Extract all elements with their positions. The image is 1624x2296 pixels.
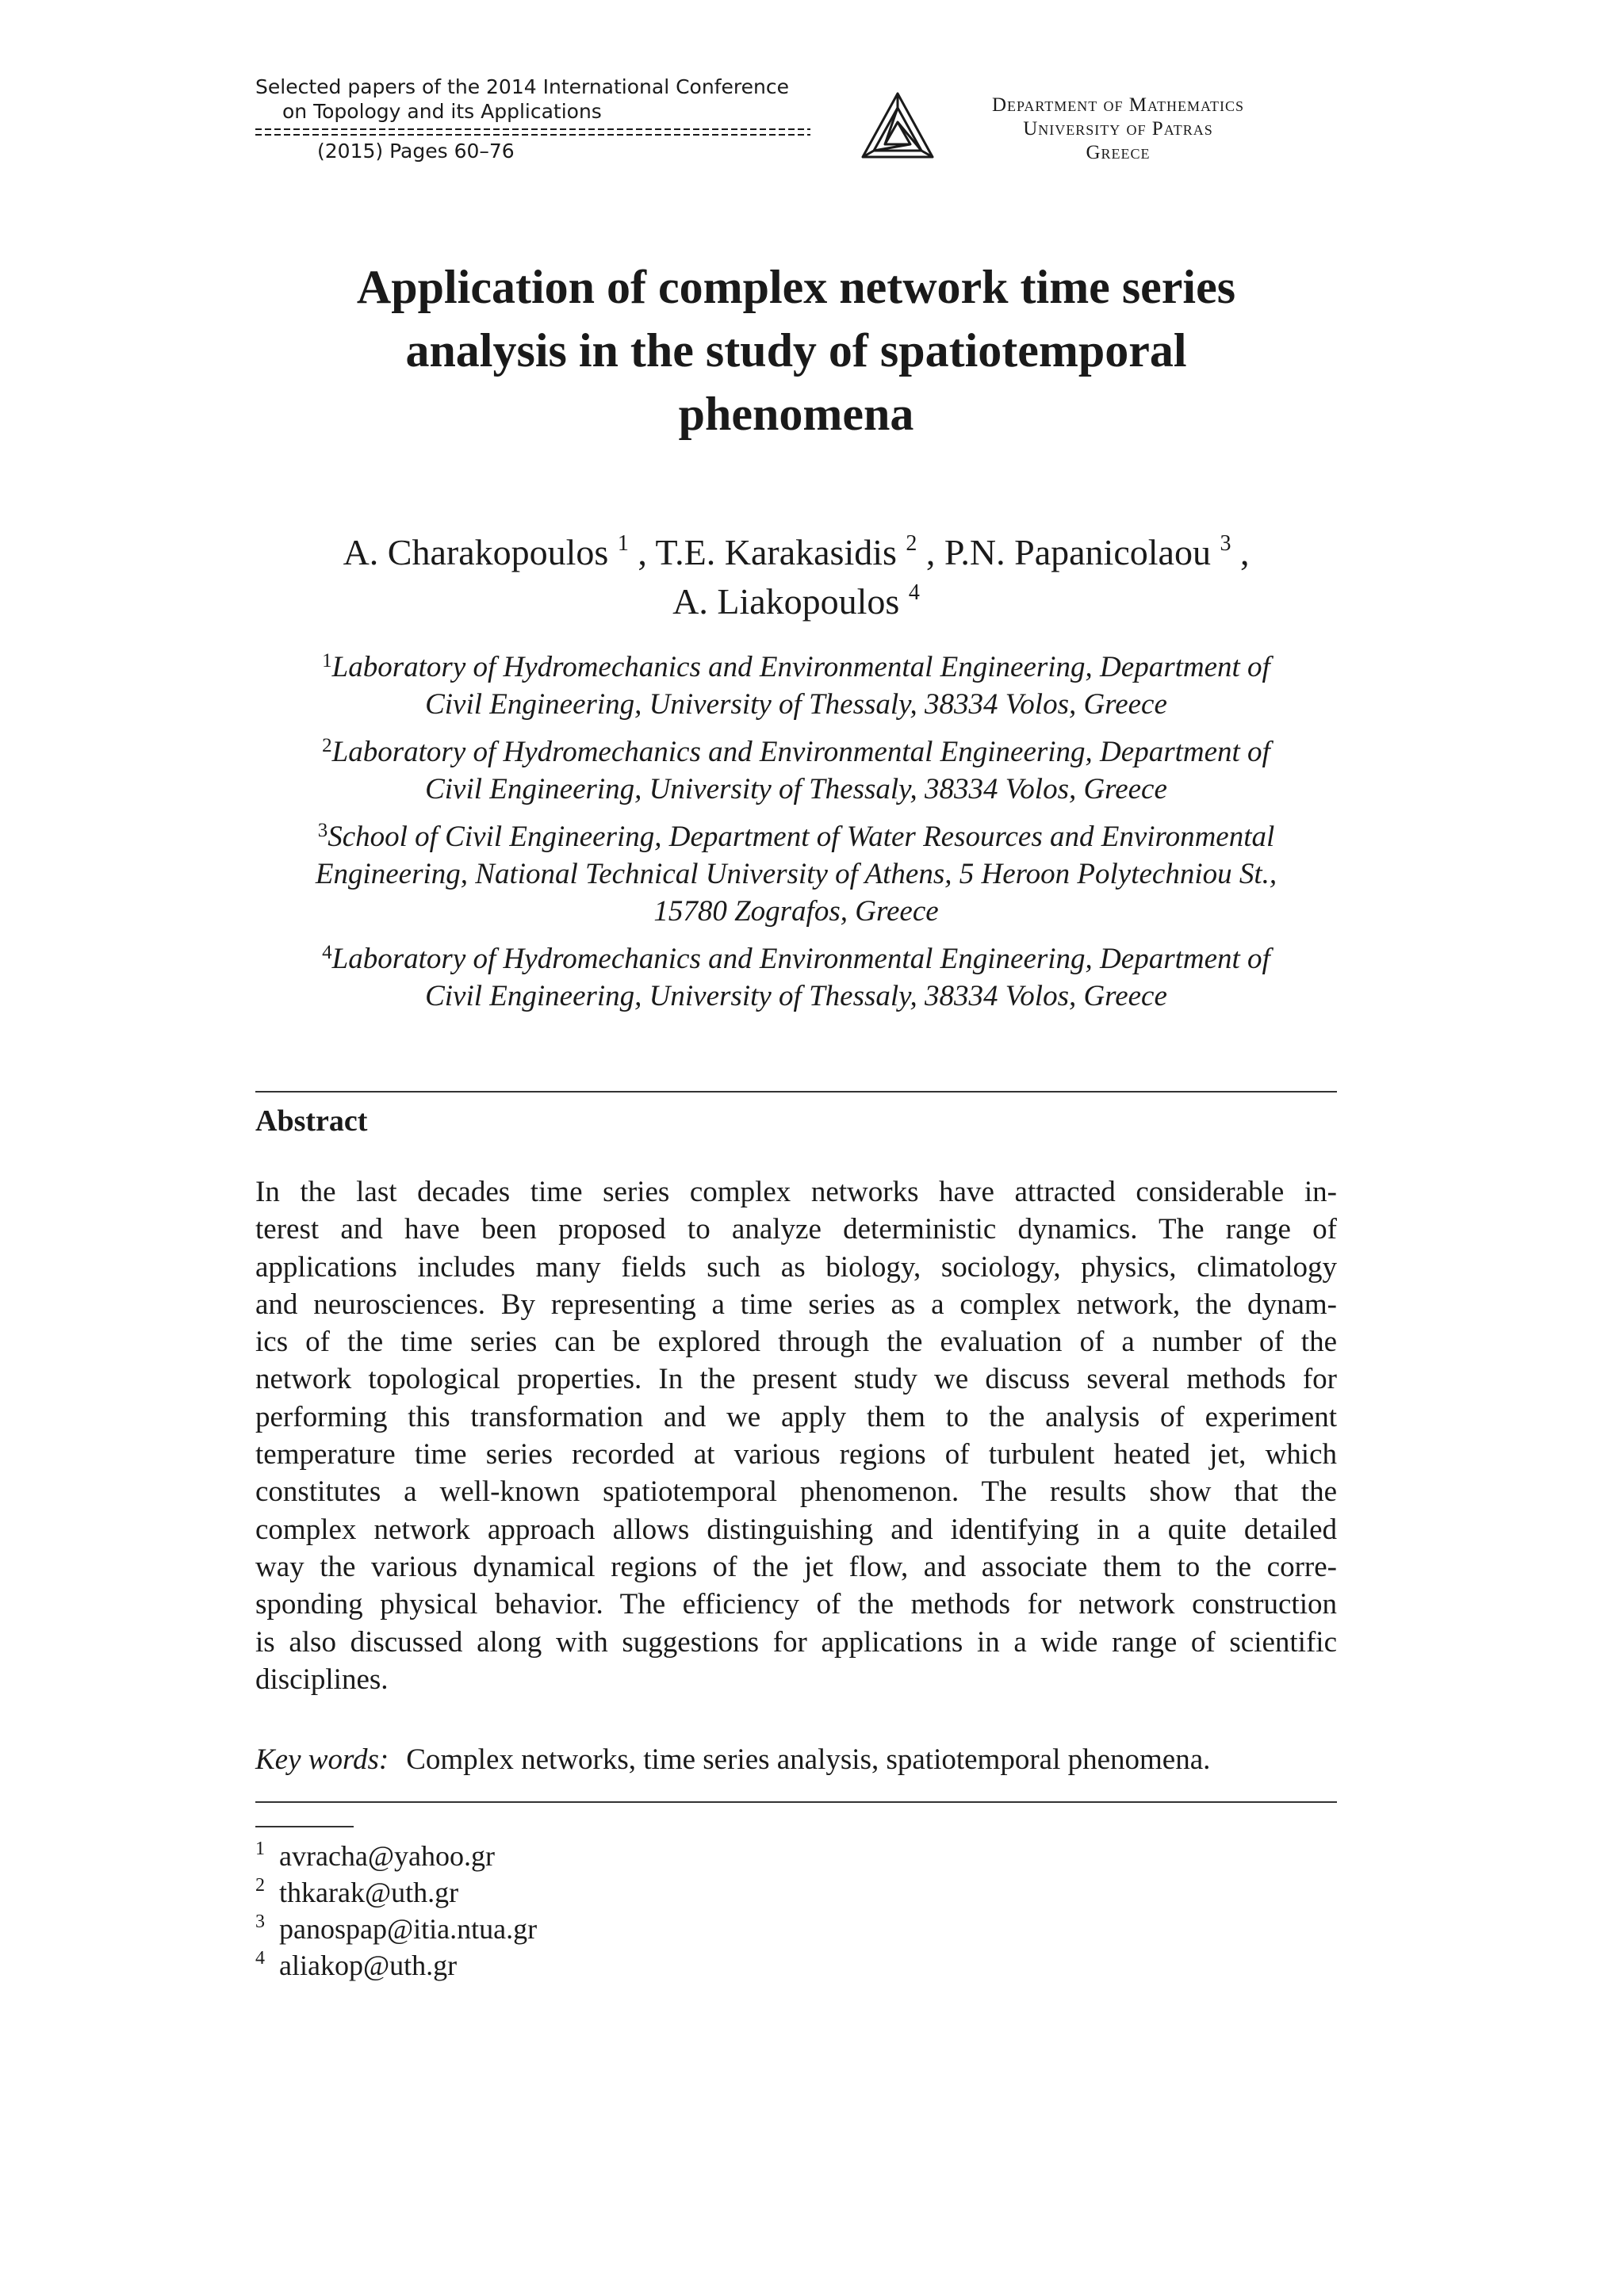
- department-line: Department of Mathematics: [991, 94, 1245, 116]
- author-mark: 1: [617, 531, 629, 556]
- affiliation-line: [238, 940, 1354, 978]
- abstract-line: ics of the time series can be explored through the evaluation of a number of the: [255, 1326, 1337, 1359]
- author-name: A. Charakopoulos: [343, 532, 609, 572]
- department-line: Greece: [1086, 142, 1151, 163]
- affiliation-mark: 2: [322, 735, 332, 756]
- footnote-email: thkarak@uth.gr: [279, 1877, 459, 1908]
- affiliation-line: [238, 818, 1354, 855]
- abstract-line: way the various dynamical regions of the jet flow, and associate them to the corre-: [255, 1550, 1337, 1583]
- footnote-email: aliakop@uth.gr: [279, 1950, 458, 1981]
- author-mark: 3: [1220, 531, 1231, 556]
- abstract-heading: Abstract: [255, 1104, 368, 1138]
- affiliation-line: Civil Engineering, University of Thessaly, 38334 Volos, Greece: [425, 688, 1167, 721]
- keywords: [255, 1741, 1337, 1778]
- abstract-line: temperature time series recorded at various regions of turbulent heated jet, which: [255, 1438, 1337, 1471]
- abstract-line: sponding physical behavior. The efficiency of the methods for network construction: [255, 1588, 1337, 1621]
- author-separator: ,: [638, 532, 656, 572]
- affiliation-line: 15780 Zografos, Greece: [653, 895, 939, 928]
- footnote: $^4$ aliakop@uth.gr: [255, 1948, 458, 1981]
- affiliation: [238, 733, 1354, 808]
- abstract-top-rule: [255, 1091, 1337, 1093]
- title-line: Application of complex network time series: [356, 261, 1236, 313]
- affiliation-line: Engineering, National Technical University of Athens, 5 Heroon Polytechniou St.,: [315, 858, 1277, 890]
- affiliation-mark: 4: [322, 942, 332, 963]
- penrose-triangle-logo-icon: [860, 90, 936, 162]
- conference-line: on Topology and its Applications: [282, 100, 602, 123]
- abstract-line: complex network approach allows distinguishing and identifying in a quite detailed: [255, 1513, 1337, 1546]
- department-header: [936, 94, 1300, 165]
- abstract-line: performing this transformation and we apply them to the analysis of experiment: [255, 1400, 1337, 1433]
- author-line: [238, 528, 1354, 577]
- footnote-email: avracha@yahoo.gr: [279, 1840, 496, 1872]
- abstract-line: disciplines.: [255, 1663, 389, 1696]
- page-range: (2015) Pages 60–76: [317, 140, 515, 163]
- affiliation-text: School of Civil Engineering, Department of Water Resources and Environmental: [327, 821, 1275, 853]
- paper-title: [238, 255, 1354, 446]
- affiliation-line: Civil Engineering, University of Thessaly, 38334 Volos, Greece: [425, 980, 1167, 1012]
- abstract-line: In the last decades time series complex networks have attracted considerable in-: [255, 1176, 1337, 1208]
- affiliation-list: [238, 649, 1354, 1025]
- author-list: [238, 528, 1354, 626]
- abstract-body: [255, 1173, 1337, 1698]
- title-line: analysis in the study of spatiotemporal: [405, 324, 1187, 377]
- author-separator: ,: [1239, 532, 1250, 572]
- affiliation-text: Laboratory of Hydromechanics and Environmental Engineering, Department of: [331, 651, 1270, 683]
- abstract-bottom-rule: [255, 1801, 1337, 1803]
- author-separator: ,: [925, 532, 944, 572]
- footnote: $^3$ panospap@itia.ntua.gr: [255, 1911, 538, 1945]
- author-name: T.E. Karakasidis: [655, 532, 897, 572]
- affiliation-text: Laboratory of Hydromechanics and Environmental Engineering, Department of: [331, 736, 1270, 768]
- conference-header: [255, 75, 826, 163]
- affiliation: [238, 940, 1354, 1015]
- affiliation-line: [238, 733, 1354, 771]
- dashed-rule: [255, 128, 810, 136]
- abstract-line: and neurosciences. By representing a time series as a complex network, the dynam-: [255, 1288, 1337, 1321]
- affiliation: [238, 818, 1354, 930]
- affiliation-line: [238, 649, 1354, 686]
- abstract-line: terest and have been proposed to analyze deterministic dynamics. The range of: [255, 1213, 1337, 1246]
- abstract-line: is also discussed along with suggestions for applications in a wide range of scientific: [255, 1625, 1337, 1659]
- footnote: $^2$ thkarak@uth.gr: [255, 1875, 459, 1908]
- footnote-rule: [255, 1826, 354, 1827]
- title-line: phenomena: [678, 388, 914, 440]
- footnote-email: panospap@itia.ntua.gr: [279, 1913, 538, 1945]
- author-mark: 4: [908, 580, 920, 605]
- keywords-label: Key words:: [255, 1743, 389, 1776]
- abstract-line: constitutes a well-known spatiotemporal phenomenon. The results show that the: [255, 1475, 1337, 1509]
- author-mark: 2: [906, 531, 917, 556]
- author-name: A. Liakopoulos: [672, 581, 900, 622]
- abstract-line: applications includes many fields such as biology, sociology, physics, climatology: [255, 1250, 1337, 1284]
- author-line: [238, 577, 1354, 626]
- department-line: University of Patras: [1023, 118, 1213, 140]
- footnote: $^1$ avracha@yahoo.gr: [255, 1839, 496, 1872]
- keywords-text: Complex networks, time series analysis, spatiotemporal phenomena.: [406, 1743, 1211, 1776]
- affiliation-mark: 1: [322, 650, 332, 672]
- affiliation-line: Civil Engineering, University of Thessaly, 38334 Volos, Greece: [425, 773, 1167, 806]
- conference-line: Selected papers of the 2014 International Conference: [255, 75, 789, 98]
- abstract-line: network topological properties. In the present study we discuss several methods for: [255, 1363, 1337, 1396]
- affiliation-text: Laboratory of Hydromechanics and Environmental Engineering, Department of: [331, 943, 1270, 975]
- footnotes: [255, 1838, 890, 1984]
- author-name: P.N. Papanicolaou: [944, 532, 1211, 572]
- affiliation: [238, 649, 1354, 723]
- affiliation-mark: 3: [317, 820, 328, 841]
